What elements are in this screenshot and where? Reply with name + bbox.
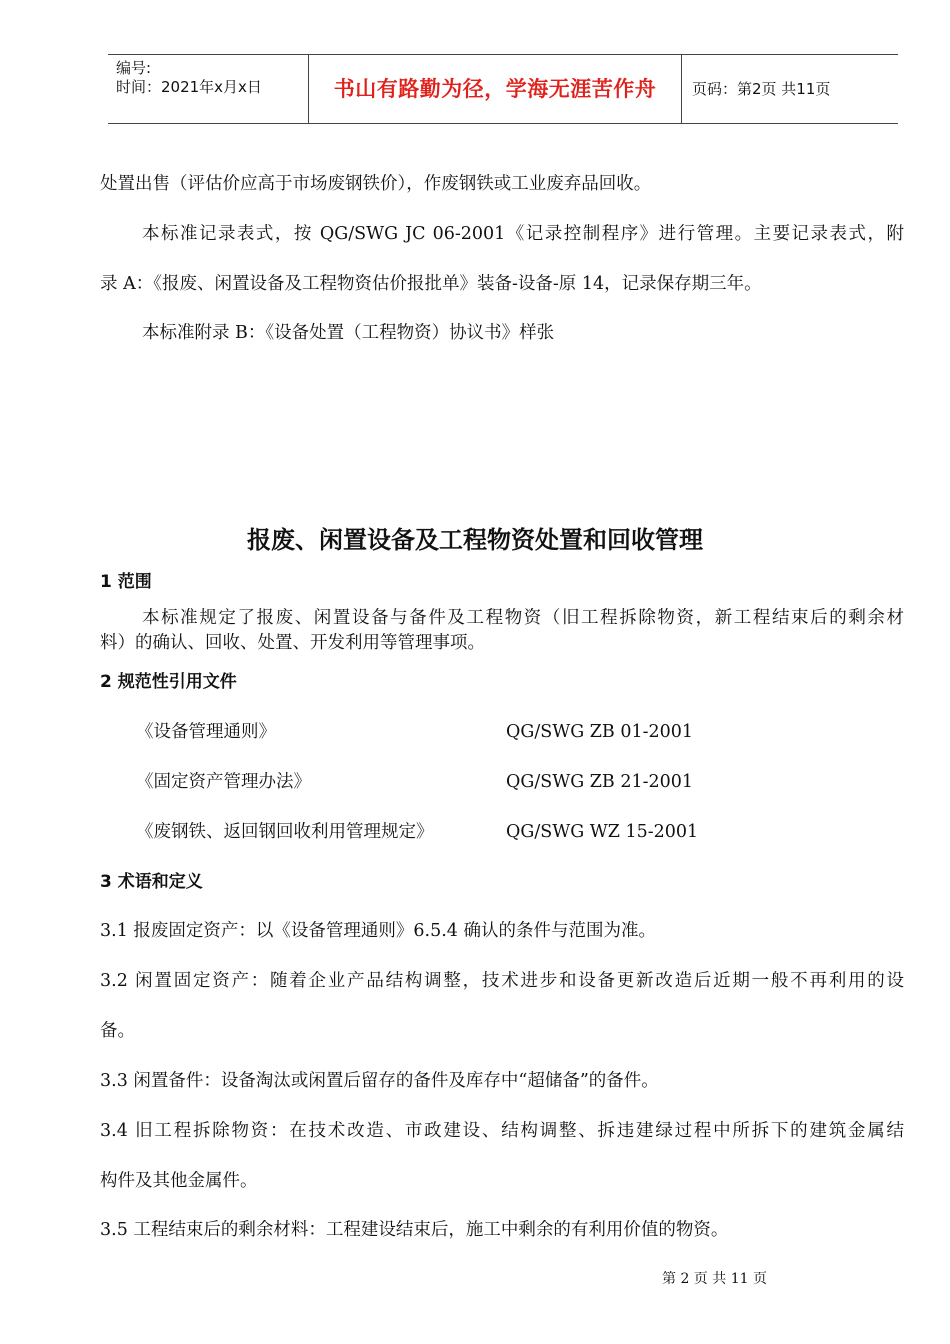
page-header xyxy=(108,54,898,124)
header-info xyxy=(108,55,308,123)
intro-paragraph-1: 处置出售（评估价应高于市场废钢铁价），作废钢铁或工业废弃品回收。 xyxy=(100,174,652,194)
reference-name: 《废钢铁、返回钢回收利用管理规定》 xyxy=(136,822,434,842)
reference-code: QG/SWG ZB 01-2001 xyxy=(506,722,694,742)
definition-3-4-line-1: 3.4 旧工程拆除物资：在技术改造、市政建设、结构调整、拆违建绿过程中所拆下的建筑金属结 xyxy=(100,1121,904,1141)
reference-code: QG/SWG WZ 15-2001 xyxy=(506,822,699,842)
document-title: 报废、闲置设备及工程物资处置和回收管理 xyxy=(247,526,703,554)
header-motto: 书山有路勤为径，学海无涯苦作舟 xyxy=(308,55,682,123)
section-2-heading: 2 规范性引用文件 xyxy=(100,672,237,692)
time-label: 时间：2021年x月x日 xyxy=(116,78,262,96)
definition-3-3: 3.3 闲置备件：设备淘汰或闲置后留存的备件及库存中“超储备”的备件。 xyxy=(100,1071,659,1091)
definition-3-2-line-2: 备。 xyxy=(100,1021,135,1041)
number-label: 编号: xyxy=(116,59,152,77)
section-1-line-2: 料）的确认、回收、处置、开发利用等管理事项。 xyxy=(100,633,485,653)
definition-3-1: 3.1 报废固定资产：以《设备管理通则》6.5.4 确认的条件与范围为准。 xyxy=(100,921,656,941)
header-page-label: 页码：第2页 共11页 xyxy=(692,80,831,98)
intro-paragraph-3: 本标准附录 B：《设备处置（工程物资）协议书》样张 xyxy=(142,323,555,343)
page-footer: 第 2 页 共 11 页 xyxy=(662,1271,767,1287)
intro-paragraph-2-line-2: 录 A：《报废、闲置设备及工程物资估价报批单》装备-设备-原 14，记录保存期三年。 xyxy=(100,274,762,294)
definition-3-2-line-1: 3.2 闲置固定资产：随着企业产品结构调整，技术进步和设备更新改造后近期一般不再利用的设 xyxy=(100,971,904,991)
section-3-heading: 3 术语和定义 xyxy=(100,872,203,892)
reference-code: QG/SWG ZB 21-2001 xyxy=(506,772,694,792)
reference-name: 《设备管理通则》 xyxy=(136,722,276,742)
intro-paragraph-2-line-1: 本标准记录表式，按 QG/SWG JC 06-2001《记录控制程序》进行管理。主要记录表式，附 xyxy=(142,224,904,244)
definition-3-4-line-2: 构件及其他金属件。 xyxy=(100,1171,258,1191)
definition-3-5: 3.5 工程结束后的剩余材料：工程建设结束后，施工中剩余的有利用价值的物资。 xyxy=(100,1220,729,1240)
reference-name: 《固定资产管理办法》 xyxy=(136,772,311,792)
section-1-line-1: 本标准规定了报废、闲置设备与备件及工程物资（旧工程拆除物资，新工程结束后的剩余材 xyxy=(142,608,904,628)
section-1-heading: 1 范围 xyxy=(100,572,152,592)
